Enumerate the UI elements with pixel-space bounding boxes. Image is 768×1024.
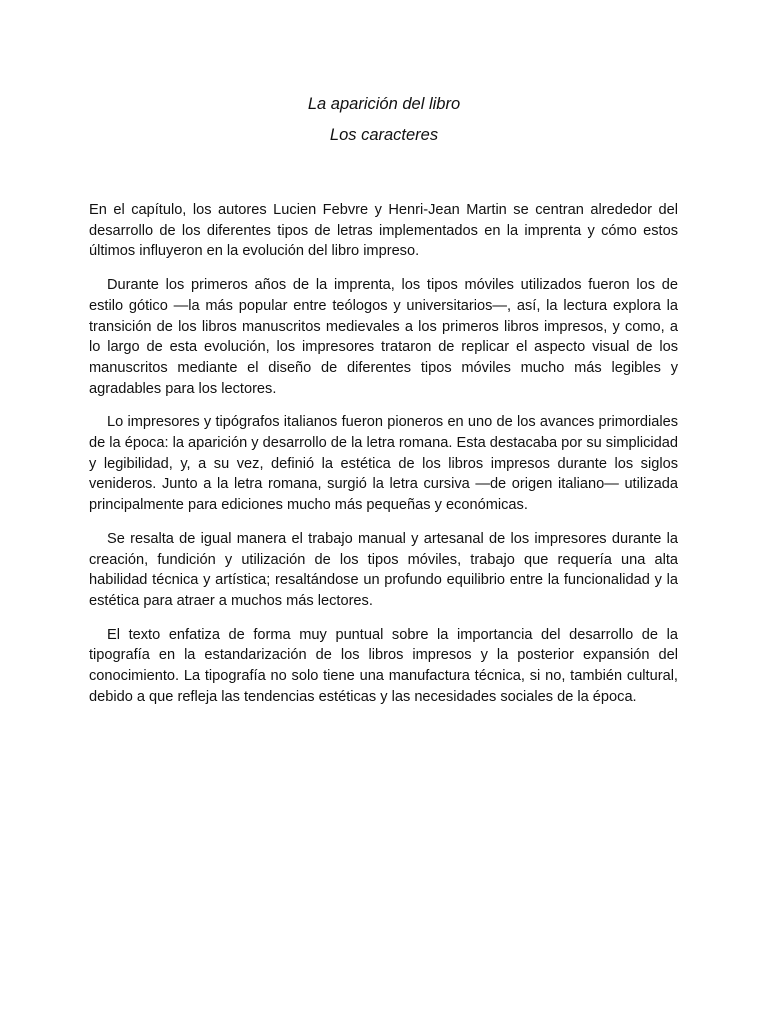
title-block xyxy=(0,89,768,151)
document-subtitle: Los caracteres xyxy=(329,126,439,144)
document-title: La aparición del libro xyxy=(307,95,461,113)
paragraph-2: Durante los primeros años de la imprenta, los tipos móviles utilizados fueron los de estilo gótico —la más popular entre teólogos y universitarios—, así, la lectura explora la transición de los libros manuscritos medievales a los primeros libros impresos, y como, a lo largo de esta evolución, los impresores trataron de replicar el aspecto visual de los manuscritos mediante el diseño de diferentes tipos móviles mucho más legibles y agradables para los lectores. xyxy=(89,277,678,397)
paragraph-3: Lo impresores y tipógrafos italianos fueron pioneros en uno de los avances primordiales de la época: la aparición y desarrollo de la letra romana. Esta destacaba por su simplicidad y legibilidad, y, a su vez, definió la estética de los libros impresos durante los siglos venideros. Junto a la letra romana, surgió la letra cursiva —de origen italiano— utilizada principalmente para ediciones mucho más pequeñas y económicas. xyxy=(89,414,678,514)
paragraph-4: Se resalta de igual manera el trabajo manual y artesanal de los impresores durante la creación, fundición y utilización de los tipos móviles, trabajo que requería una alta habilidad técnica y artística; resaltándose un profundo equilibrio entre la funcionalidad y la estética para atraer a muchos más lectores. xyxy=(89,530,678,609)
paragraph-5: El texto enfatiza de forma muy puntual sobre la importancia del desarrollo de la tipografía en la estandarización de los libros impresos y la posterior expansión del conocimiento. La tipografía no solo tiene una manufactura técnica, si no, también cultural, debido a que refleja las tendencias estéticas y las necesidades sociales de la época. xyxy=(89,626,678,705)
document-body xyxy=(89,200,678,720)
paragraph-1: En el capítulo, los autores Lucien Febvre y Henri-Jean Martin se centran alrededor del desarrollo de los diferentes tipos de letras implementados en la imprenta y cómo estos últimos influyeron en la evolución del libro impreso. xyxy=(89,202,678,260)
